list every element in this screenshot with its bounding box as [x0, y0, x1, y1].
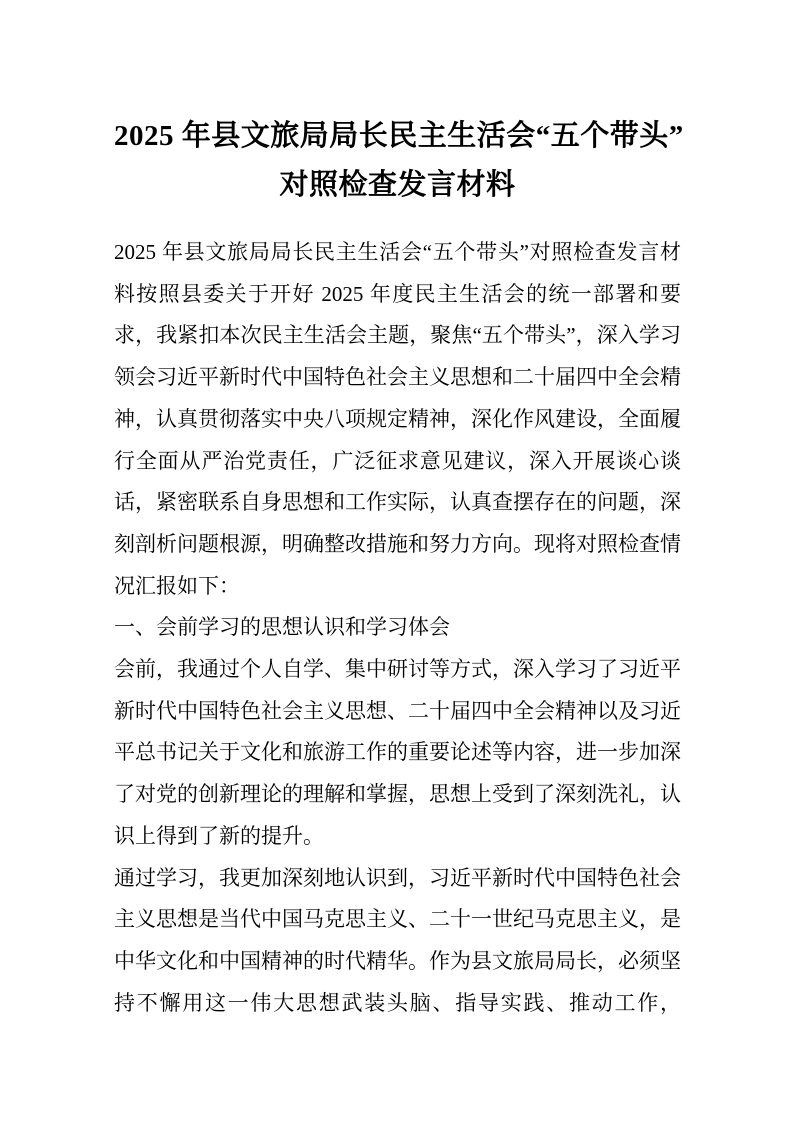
body-paragraph: 2025 年县文旅局局长民主生活会“五个带头”对照检查发言材料按照县委关于开好 2025 年度民主生活会的统一部署和要求，我紧扣本次民主生活会主题，聚焦“五个带头”，深入学习领会习近平新时代中国特色社会主义思想和二十届四中全会精神，认真贯彻落实中央八项规定精神，深化作风建设，全面履行全面从严治党责任，广泛征求意见建议，深入开展谈心谈话，紧密联系自身思想和工作实际，认真查摆存在的问题，深刻剖析问题根源，明确整改措施和努力方向。现将对照检查情况汇报如下：	[114, 240, 681, 598]
body-paragraph: 通过学习，我更加深刻地认识到，习近平新时代中国特色社会主义思想是当代中国马克思主义、二十一世纪马克思主义，是中华文化和中国精神的时代精华。作为县文旅局局长，必须坚持不懈用这一伟大思想武装头脑、指导实践、推动工作，	[114, 865, 681, 1015]
document-title	[114, 112, 684, 210]
document-body	[114, 232, 681, 1024]
document-title-line-1: 2025 年县文旅局局长民主生活会“五个带头”	[114, 120, 684, 152]
section-heading: 一、会前学习的思想认识和学习体会	[114, 615, 450, 640]
document-title-line-2: 对照检查发言材料	[279, 169, 516, 201]
body-paragraph: 会前，我通过个人自学、集中研讨等方式，深入学习了习近平新时代中国特色社会主义思想、二十届四中全会精神以及习近平总书记关于文化和旅游工作的重要论述等内容，进一步加深了对党的创新理论的理解和掌握，思想上受到了深刻洗礼，认识上得到了新的提升。	[114, 657, 681, 848]
